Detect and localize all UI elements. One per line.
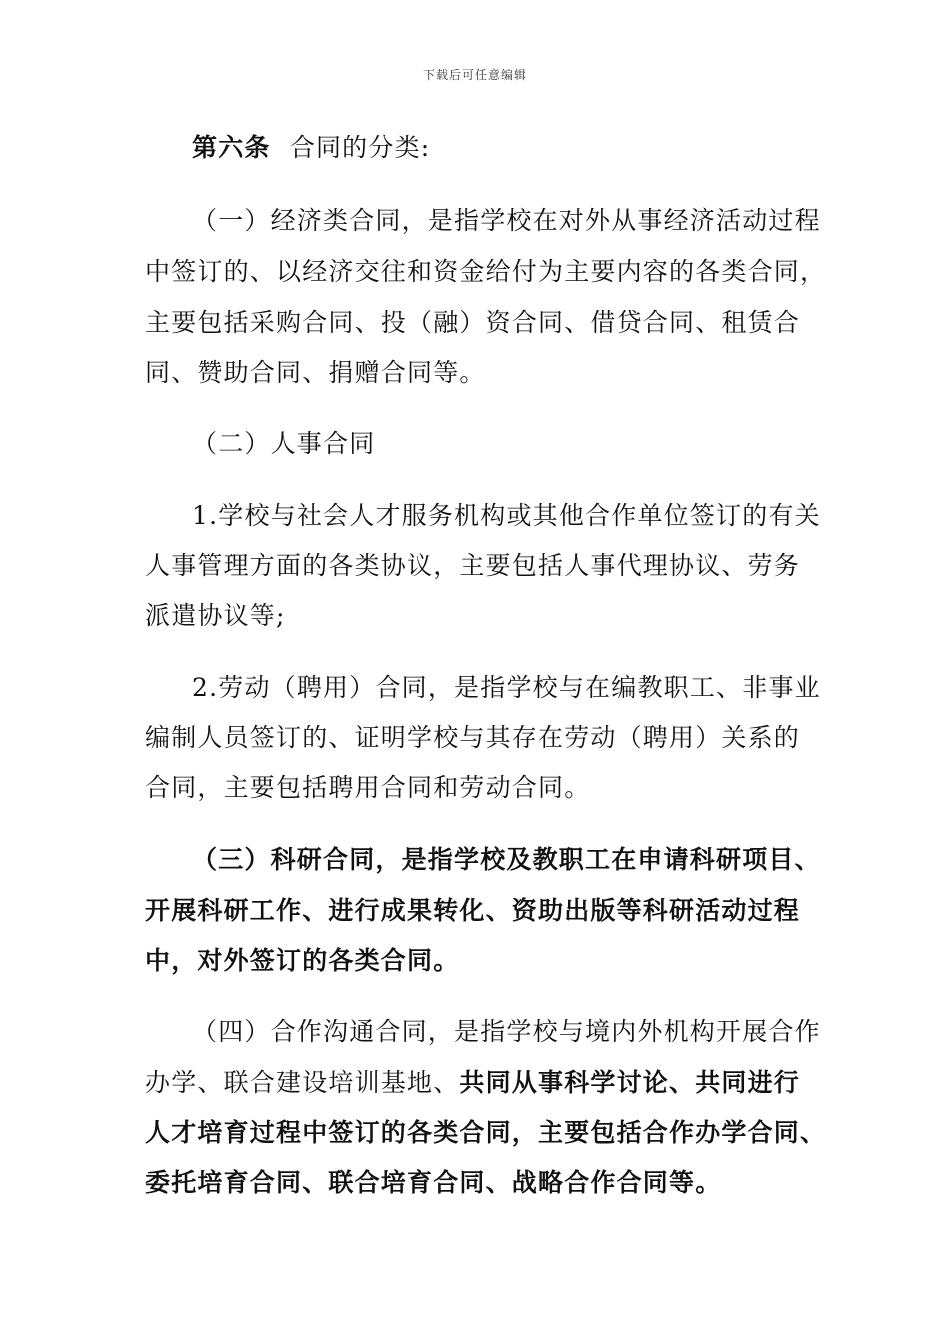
paragraph-research-line-2: 开展科研工作、进行成果转化、资助出版等科研活动过程 <box>145 896 801 925</box>
paragraph-cooperation-line-2-regular: 办学、联合建设培训基地、 <box>145 1068 460 1097</box>
paragraph-personnel-item1-line-3: 派遣协议等; <box>145 601 286 630</box>
paragraph-economic-line-2: 中签订的、以经济交往和资金给付为主要内容的各类合同， <box>145 257 827 286</box>
paragraph-personnel-item1-line-2: 人事管理方面的各类协议，主要包括人事代理协议、劳务 <box>145 551 801 580</box>
paragraph-economic-line-4: 同、赞助合同、捐赠合同等。 <box>145 358 486 387</box>
paragraph-cooperation-line-1: （四）合作沟通合同，是指学校与境内外机构开展合作 <box>192 1017 821 1046</box>
article-number: 第六条 <box>192 133 271 162</box>
paragraph-research-line-1: （三）科研合同，是指学校及教职工在申请科研项目、 <box>192 845 821 874</box>
paragraph-personnel-heading: （二）人事合同 <box>192 429 376 458</box>
article-heading <box>192 133 430 163</box>
paragraph-research-line-3: 中，对外签订的各类合同。 <box>145 946 460 975</box>
paragraph-personnel-item2-line-1: 2.劳动（聘用）合同，是指学校与在编教职工、非事业 <box>192 673 821 702</box>
paragraph-cooperation-line-2-bold: 共同从事科学讨论、共同进行 <box>459 1068 801 1097</box>
paragraph-economic-line-3: 主要包括采购合同、投（融）资合同、借贷合同、租赁合 <box>145 308 801 337</box>
paragraph-cooperation-line-4: 委托培育合同、联合培育合同、战略合作合同等。 <box>145 1168 722 1197</box>
header-note: 下载后可任意编辑 <box>422 68 527 82</box>
paragraph-personnel-item1-line-1: 1.学校与社会人才服务机构或其他合作单位签订的有关 <box>192 501 821 530</box>
paragraph-personnel-item2-line-3: 合同，主要包括聘用合同和劳动合同。 <box>145 773 591 802</box>
paragraph-personnel-item2-line-2: 编制人员签订的、证明学校与其存在劳动（聘用）关系的 <box>145 723 801 752</box>
paragraph-cooperation-line-3: 人才培育过程中签订的各类合同，主要包括合作办学合同、 <box>145 1118 827 1147</box>
article-title: 合同的分类: <box>289 133 431 162</box>
paragraph-economic-line-1: （一）经济类合同，是指学校在对外从事经济活动过程 <box>192 206 821 235</box>
paragraph-cooperation-line-2 <box>145 1068 800 1098</box>
